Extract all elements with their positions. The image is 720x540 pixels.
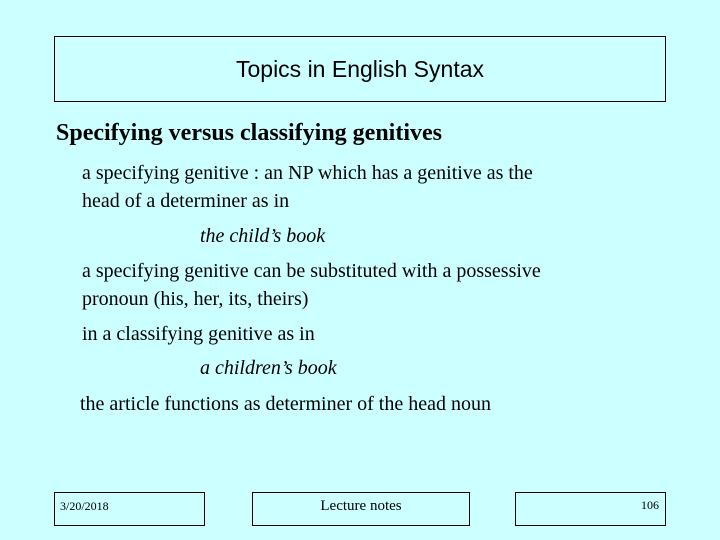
footer-date: 3/20/2018 bbox=[54, 492, 205, 526]
example-phrase-2: a children’s book bbox=[200, 357, 337, 379]
body-line-6: the article functions as determiner of the head noun bbox=[80, 393, 491, 415]
slide-heading: Specifying versus classifying genitives bbox=[56, 120, 443, 146]
footer-page-number: 106 bbox=[515, 492, 666, 526]
slide-title: Topics in English Syntax bbox=[235, 55, 484, 82]
body-line-4: pronoun (his, her, its, theirs) bbox=[82, 288, 309, 310]
body-line-3: a specifying genitive can be substituted with a possessive bbox=[82, 260, 541, 282]
example-phrase-1: the child’s book bbox=[200, 225, 326, 247]
body-line-1: a specifying genitive : an NP which has a genitive as the bbox=[82, 162, 533, 184]
body-line-5: in a classifying genitive as in bbox=[82, 323, 315, 345]
slide-title-box bbox=[54, 36, 666, 102]
body-line-2: head of a determiner as in bbox=[82, 190, 290, 212]
footer-title: Lecture notes bbox=[252, 492, 470, 526]
